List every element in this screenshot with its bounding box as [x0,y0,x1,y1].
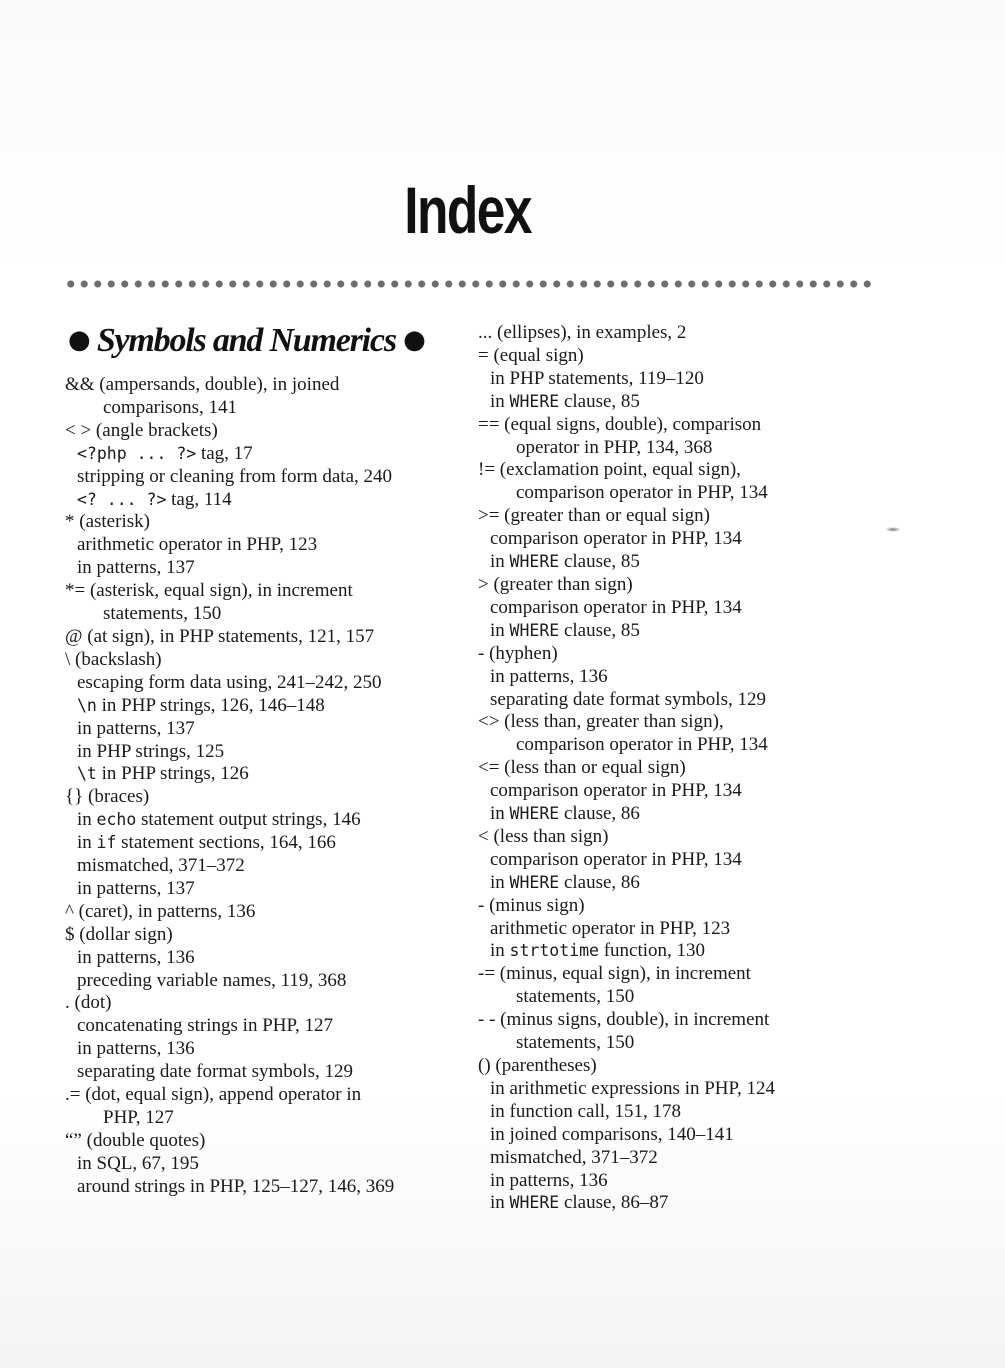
entry-text: comparison operator in PHP, 134 [490,848,742,870]
index-entry [65,809,485,832]
entry-text: clause, 85 [559,551,640,573]
entry-text: in arithmetic expressions in PHP, 124 [490,1077,775,1099]
entry-text: in [490,871,510,893]
entry-text: separating date format symbols, 129 [490,688,766,710]
entry-text: \ (backslash) [65,648,162,670]
entry-text: preceding variable names, 119, 368 [77,969,347,991]
index-entry [478,986,918,1009]
index-entry [65,1015,485,1038]
index-entry [65,718,485,741]
entry-text: tag, 17 [196,442,253,464]
index-entry [478,505,918,528]
index-entry [478,1170,918,1193]
index-entry [478,1032,918,1055]
index-entry [478,437,918,460]
entry-text: comparisons, 141 [103,396,238,418]
entry-text: in [490,390,510,412]
index-entry [65,672,485,695]
entry-text: @ (at sign), in PHP statements, 121, 157 [65,625,375,647]
entry-text: PHP, 127 [103,1107,174,1128]
entry-text: clause, 85 [559,619,640,641]
index-entry [65,580,485,603]
index-entry [65,992,485,1015]
index-entry [478,780,918,803]
entry-text: in SQL, 67, 195 [77,1152,199,1174]
code-term: echo [96,810,137,830]
index-entry [478,849,918,872]
index-entry [478,391,918,414]
index-entry [478,368,918,391]
index-entry [65,855,485,878]
index-entry [478,322,918,345]
entry-text: in [77,809,97,831]
entry-text: ^ (caret), in patterns, 136 [65,900,256,922]
index-entry [65,1061,485,1084]
entry-text: statement output strings, 146 [136,809,361,831]
index-entry [65,1084,485,1107]
entry-text: in patterns, 136 [77,946,195,968]
bullet-icon: ● [403,325,425,355]
index-entry [65,786,485,809]
code-term: <?php ... ?> [77,443,197,463]
index-entry [478,1192,918,1215]
page-smudge [885,527,901,532]
code-term: WHERE [509,552,560,572]
entry-text: comparison operator in PHP, 134 [516,482,768,504]
entry-text: concatenating strings in PHP, 127 [77,1015,333,1037]
index-entry [65,1153,485,1176]
section-heading [68,322,468,360]
entry-text: around strings in PHP, 125–127, 146, 369 [77,1175,395,1197]
index-entry [478,551,918,574]
entry-text: statement sections, 164, 166 [116,832,336,854]
code-term: \t [77,764,97,784]
code-term: WHERE [509,1193,560,1213]
entry-text: != (exclamation point, equal sign), [478,459,741,481]
index-entry [478,414,918,437]
entry-text: () (parentheses) [478,1055,597,1076]
index-entry [478,528,918,551]
entry-text: in patterns, 136 [490,665,608,687]
entry-text: escaping form data using, 241–242, 250 [77,671,382,693]
entry-text: statements, 150 [516,986,635,1008]
entry-text: * (asterisk) [65,511,150,533]
bullet-icon: ● [68,325,90,355]
index-entry [478,666,918,689]
index-entry [478,1101,918,1124]
code-term: WHERE [509,804,560,824]
entry-text: in [490,619,510,641]
entry-text: < (less than sign) [478,825,609,847]
entry-text: in [490,803,510,825]
index-entry [65,878,485,901]
entry-text: in function call, 151, 178 [490,1100,682,1122]
index-entry [478,1009,918,1032]
entry-text: in PHP strings, 125 [77,740,225,762]
entry-text: mismatched, 371–372 [490,1146,658,1168]
index-entry [65,420,485,443]
index-column-right [478,322,918,1215]
index-entry [478,482,918,505]
entry-text: - (minus sign) [478,894,585,916]
entry-text: == (equal signs, double), comparison [478,413,762,435]
index-entry [65,1107,485,1130]
entry-text: in [77,832,97,854]
code-term: if [96,833,117,853]
index-entry [478,711,918,734]
index-column-left [65,374,485,1199]
entry-text: <= (less than or equal sign) [478,757,686,779]
entry-text: .= (dot, equal sign), append operator in [65,1084,362,1106]
index-entry [65,924,485,947]
code-term: WHERE [509,872,560,892]
entry-text: comparison operator in PHP, 134 [490,528,742,550]
entry-text: separating date format symbols, 129 [77,1061,353,1083]
index-entry [65,603,485,626]
dotted-rule [64,278,874,290]
index-entry [65,466,485,489]
entry-text: in PHP strings, 126, 146–148 [96,694,325,716]
index-entry [65,832,485,855]
index-entry [478,734,918,757]
entry-text: && (ampersands, double), in joined [65,374,340,395]
entry-text: - (hyphen) [478,642,558,664]
index-entry [478,918,918,941]
index-entry [478,597,918,620]
index-entry [478,574,918,597]
index-entry [65,649,485,672]
code-term: WHERE [509,391,560,411]
index-entry [478,940,918,963]
entry-text: operator in PHP, 134, 368 [516,436,713,458]
index-entry [65,741,485,764]
section-heading-text: Symbols and Numerics [96,322,396,359]
code-term: \n [77,695,97,715]
index-entry [65,1176,485,1199]
entry-text: in patterns, 136 [490,1169,608,1191]
index-entry [65,557,485,580]
index-entry [478,872,918,895]
index-entry [65,1130,485,1153]
entry-text: clause, 86 [559,803,640,825]
entry-text: arithmetic operator in PHP, 123 [490,917,731,939]
index-entry [478,757,918,780]
index-entry [65,947,485,970]
index-entry [65,626,485,649]
entry-text: >= (greater than or equal sign) [478,505,710,527]
index-entry [65,970,485,993]
entry-text: clause, 86 [559,871,640,893]
index-entry [65,489,485,512]
entry-text: statements, 150 [516,1032,635,1054]
entry-text: in patterns, 136 [77,1038,195,1060]
entry-text: in joined comparisons, 140–141 [490,1123,734,1145]
index-entry [478,1124,918,1147]
entry-text: $ (dollar sign) [65,923,173,945]
entry-text: in patterns, 137 [77,877,195,899]
entry-text: < > (angle brackets) [65,419,218,441]
index-entry [478,689,918,712]
entry-text: comparison operator in PHP, 134 [516,734,768,756]
index-entry [478,620,918,643]
entry-text: arithmetic operator in PHP, 123 [77,534,318,556]
index-entry [478,345,918,368]
entry-text: in [490,1192,510,1214]
index-entry [65,763,485,786]
entry-text: - - (minus signs, double), in increment [478,1009,770,1031]
index-entry [65,1038,485,1061]
entry-text: clause, 86–87 [559,1192,669,1214]
index-entry [65,695,485,718]
entry-text: function, 130 [598,940,706,962]
index-entry [65,397,485,420]
index-entry [478,1078,918,1101]
entry-text: in [490,551,510,573]
index-entry [65,901,485,924]
entry-text: tag, 114 [166,488,232,510]
entry-text: ... (ellipses), in examples, 2 [478,322,687,343]
index-entry [478,459,918,482]
entry-text: <> (less than, greater than sign), [478,711,724,733]
index-entry [65,374,485,397]
code-term: WHERE [509,620,560,640]
entry-text: comparison operator in PHP, 134 [490,780,742,802]
index-entry [65,443,485,466]
index-entry [65,511,485,534]
entry-text: = (equal sign) [478,344,584,366]
index-entry [478,826,918,849]
entry-text: comparison operator in PHP, 134 [490,596,742,618]
entry-text: clause, 85 [559,390,640,412]
index-entry [478,643,918,666]
index-entry [478,803,918,826]
entry-text: in PHP statements, 119–120 [490,367,704,389]
entry-text: in patterns, 137 [77,557,195,579]
index-entry [65,534,485,557]
entry-text: in [490,940,510,962]
index-entry [478,895,918,918]
entry-text: statements, 150 [103,603,222,625]
page-title: Index [404,173,531,247]
entry-text: > (greater than sign) [478,573,633,595]
entry-text: -= (minus, equal sign), in increment [478,963,751,985]
index-entry [478,1055,918,1078]
entry-text: {} (braces) [65,786,150,808]
code-term: <? ... ?> [77,489,167,509]
entry-text: mismatched, 371–372 [77,855,245,877]
entry-text: stripping or cleaning from form data, 240 [77,465,393,487]
entry-text: in PHP strings, 126 [96,763,249,785]
code-term: strtotime [509,941,599,961]
entry-text: “” (double quotes) [65,1129,206,1151]
index-entry [478,1147,918,1170]
entry-text: *= (asterisk, equal sign), in increment [65,580,353,602]
index-entry [478,963,918,986]
entry-text: in patterns, 137 [77,717,195,739]
entry-text: . (dot) [65,992,112,1014]
